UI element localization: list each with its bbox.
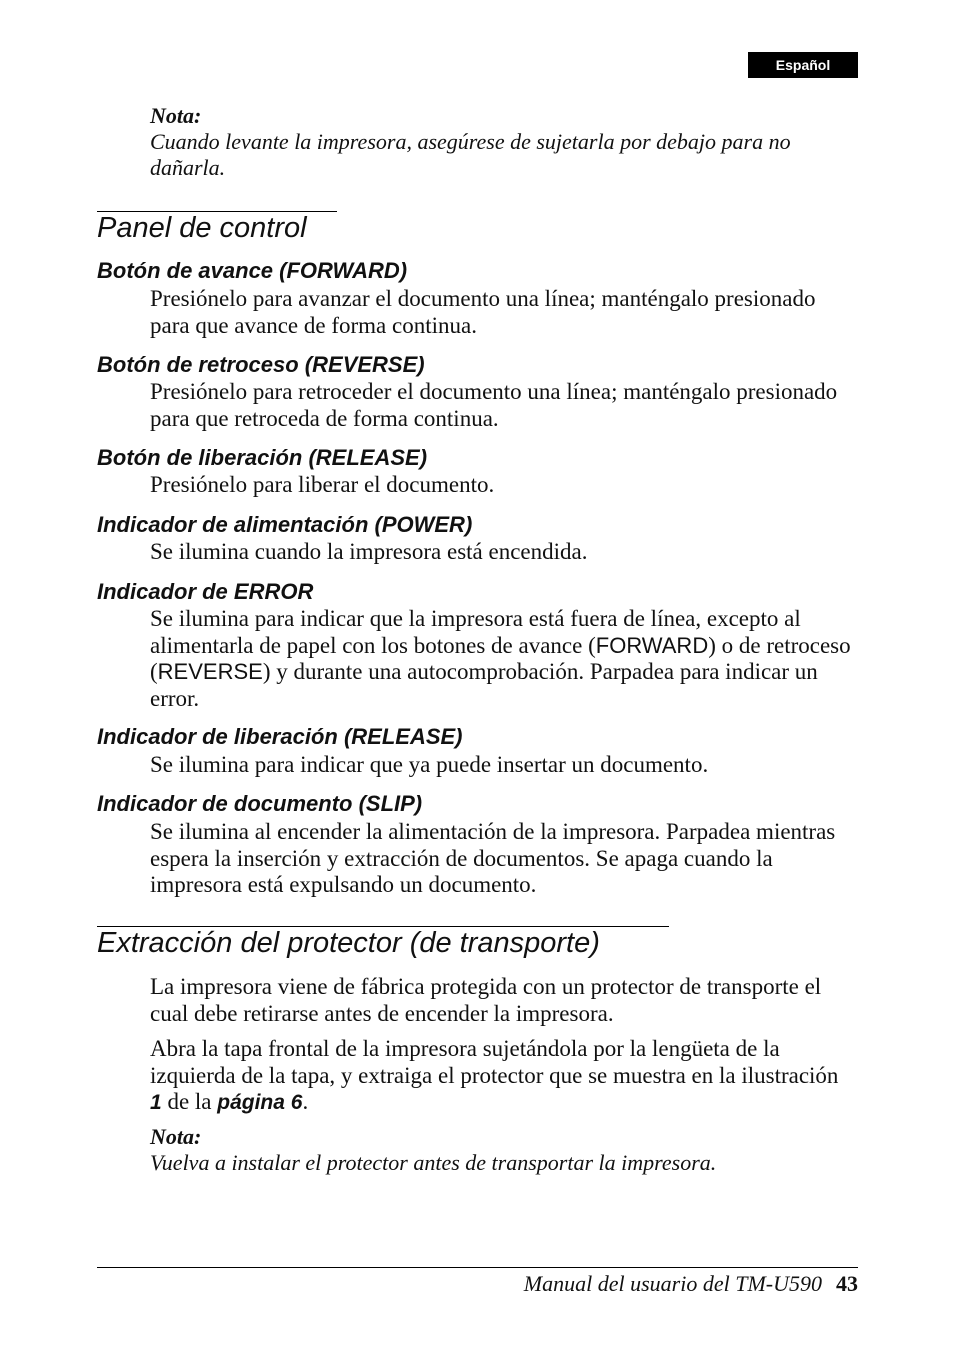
item-text-forward: Presiónelo para avanzar el documento una línea; manténgalo presionado para que avance de forma continua. bbox=[150, 286, 816, 338]
reverse-word: REVERSE bbox=[157, 659, 263, 684]
page-ref-link[interactable]: página 6 bbox=[217, 1091, 303, 1114]
item-heading-slip: Indicador de documento (SLIP) bbox=[97, 791, 423, 816]
item-text-reverse: Presiónelo para retroceder el documento una línea; manténgalo presionado para que retroceda de forma continua. bbox=[150, 379, 838, 431]
section-title-panel: Panel de control bbox=[97, 212, 307, 244]
footer bbox=[524, 1270, 858, 1298]
forward-word: FORWARD bbox=[595, 632, 709, 658]
item-text-error-part: ) y durante una autocomprobación. Parpadea para indicar un error. bbox=[150, 659, 818, 711]
item-text-power: Se ilumina cuando la impresora está encendida. bbox=[150, 539, 588, 564]
item-text-error-part: ) o de retroceso ( bbox=[150, 632, 851, 684]
note-text: Cuando levante la impresora, asegúrese de sujetarla por debajo para no dañarla. bbox=[150, 129, 791, 180]
protector-para-1: La impresora viene de fábrica protegida con un protector de transporte el cual debe retirarse antes de encender la impresora. bbox=[150, 974, 822, 1026]
note-protector bbox=[150, 1124, 850, 1176]
protector-para-2 bbox=[150, 1036, 855, 1117]
illustration-ref: 1 bbox=[150, 1091, 162, 1114]
item-text-release-indicator: Se ilumina para indicar que ya puede insertar un documento. bbox=[150, 752, 709, 777]
note-label: Nota: bbox=[150, 103, 202, 128]
note-label: Nota: bbox=[150, 1124, 202, 1149]
item-heading-error: Indicador de ERROR bbox=[97, 579, 314, 604]
protector-para-2-part: de la bbox=[161, 1089, 218, 1114]
item-heading-reverse: Botón de retroceso (REVERSE) bbox=[97, 352, 425, 377]
protector-para-2-part: Abra la tapa frontal de la impresora sujetándola por la lengüeta de la izquierda de la tapa, y extraiga el protector que se muestra en la ilustración bbox=[150, 1036, 839, 1088]
protector-para-2-part: . bbox=[302, 1089, 309, 1114]
item-heading-release-indicator: Indicador de liberación (RELEASE) bbox=[97, 724, 463, 749]
item-heading-power: Indicador de alimentación (POWER) bbox=[97, 512, 473, 537]
item-text-slip: Se ilumina al encender la alimentación de la impresora. Parpadea mientras espera la inserción y extracción de documentos. Se apaga cuando la impresora está expulsando un documento. bbox=[150, 819, 836, 897]
section-title-protector: Extracción del protector (de transporte) bbox=[97, 927, 600, 959]
item-text-error bbox=[150, 606, 855, 712]
item-heading-forward: Botón de avance (FORWARD) bbox=[97, 258, 408, 283]
page-number: 43 bbox=[836, 1271, 858, 1296]
manual-title: Manual del usuario del TM-U590 bbox=[523, 1271, 822, 1296]
note-text: Vuelva a instalar el protector antes de transportar la impresora. bbox=[150, 1150, 717, 1175]
footer-rule bbox=[97, 1267, 858, 1268]
note-top bbox=[150, 103, 850, 181]
item-heading-release-button: Botón de liberación (RELEASE) bbox=[97, 445, 428, 470]
item-text-release-button: Presiónelo para liberar el documento. bbox=[150, 472, 495, 497]
language-tab: Español bbox=[748, 52, 858, 78]
item-text-error-part: Se ilumina para indicar que la impresora está fuera de línea, excepto al alimentarla de papel con los botones de avance ( bbox=[150, 606, 801, 658]
